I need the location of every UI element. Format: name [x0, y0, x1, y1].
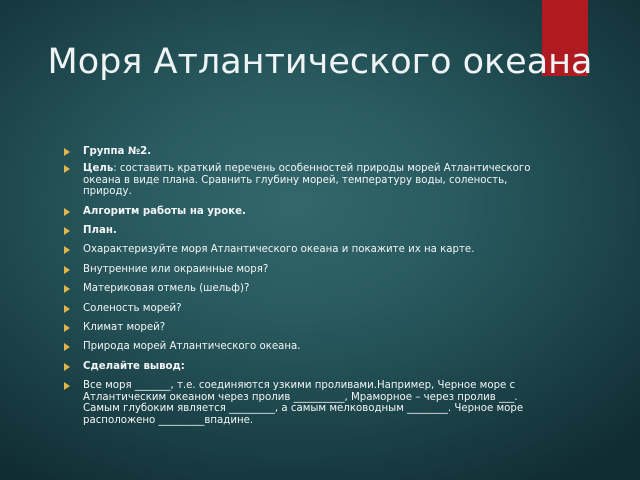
plan-label: План. [83, 225, 117, 237]
bullet-icon [64, 246, 70, 254]
list-item [64, 244, 534, 255]
bullet-list [64, 146, 534, 434]
bullet-icon [64, 324, 70, 332]
conclusion-text: Все моря _______, т.е. соединяются узкими проливами.Например, Черное море с Атлантическим океаном через пролив __________, Мраморное – через пролив ___. Самым глубоким является _________, а самым мелководным ________. Черное море расположено _________впадине. [83, 380, 524, 426]
list-item [64, 206, 534, 217]
bullet-icon [64, 363, 70, 371]
plan-step-text: Охарактеризуйте моря Атлантического океана и покажите их на карте. [83, 244, 475, 256]
bullet-icon [64, 165, 70, 173]
bullet-icon [64, 227, 70, 235]
algorithm-label: Алгоритм работы на уроке. [83, 205, 246, 217]
list-item [64, 225, 534, 236]
bullet-icon [64, 148, 70, 156]
list-item [64, 380, 534, 426]
plan-step-text: Внутренние или окраинные моря? [83, 263, 269, 275]
list-item [64, 146, 534, 157]
list-item [64, 361, 534, 372]
list-item [64, 322, 534, 333]
list-item [64, 283, 534, 294]
plan-step-text: Климат морей? [83, 322, 166, 334]
bullet-icon [64, 382, 70, 390]
bullet-icon [64, 305, 70, 313]
goal-text: : составить краткий перечень особенностей природы морей Атлантического океана в виде плана. Сравнить глубину морей, температуру воды, соленость, природу. [83, 163, 531, 198]
conclusion-label: Сделайте вывод: [83, 360, 185, 372]
goal-label: Цель [83, 163, 114, 175]
bullet-icon [64, 208, 70, 216]
bullet-icon [64, 266, 70, 274]
list-item [64, 163, 534, 197]
bullet-icon [64, 285, 70, 293]
list-item [64, 303, 534, 314]
list-item [64, 341, 534, 352]
plan-step-text: Соленость морей? [83, 302, 182, 314]
plan-step-text: Материковая отмель (шельф)? [83, 283, 250, 295]
group-label: Группа №2. [83, 146, 152, 157]
list-item [64, 264, 534, 275]
bullet-icon [64, 343, 70, 351]
plan-step-text: Природа морей Атлантического океана. [83, 341, 301, 353]
slide-title: Моря Атлантического океана [47, 42, 593, 82]
